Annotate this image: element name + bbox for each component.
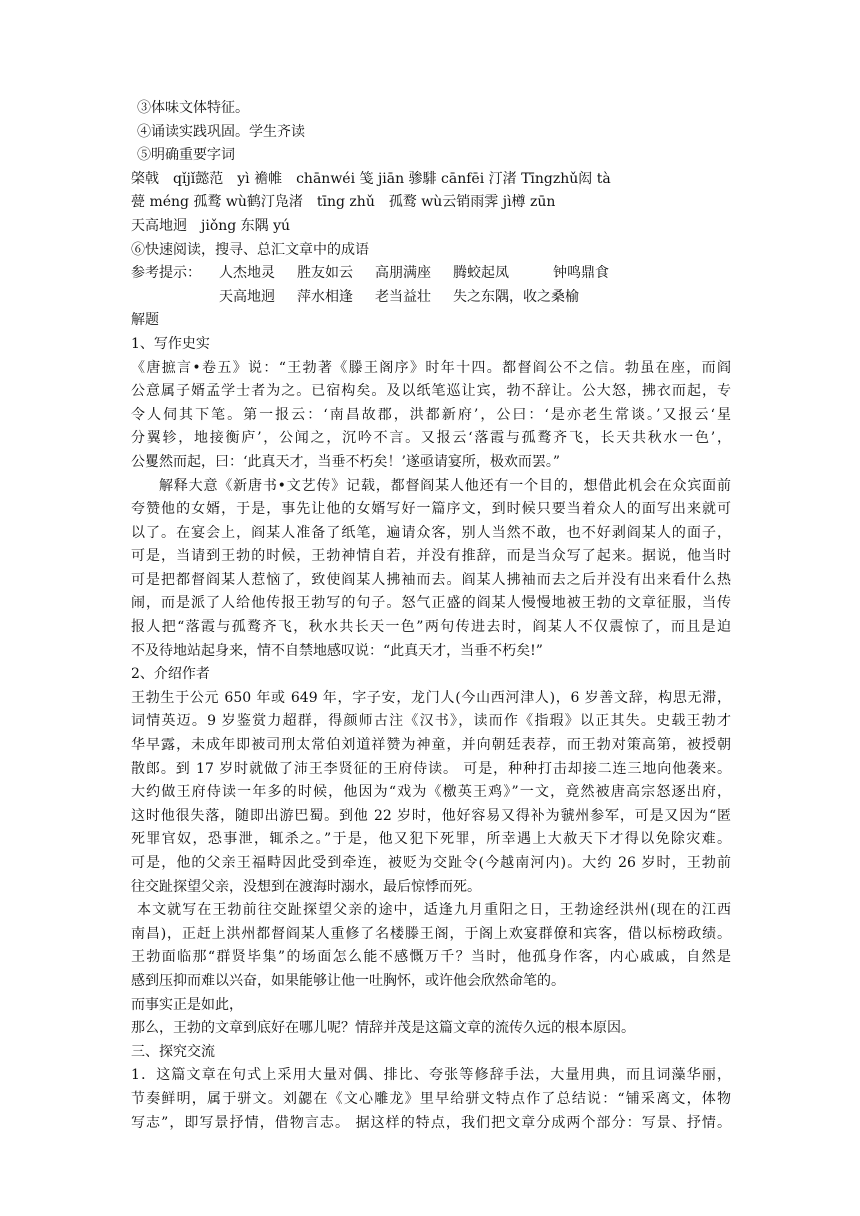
text-line: 而事实正是如此， xyxy=(131,996,243,1013)
text-line: 可是，当请到王勃的时候，王勃神情自若，并没有推辞，而是当众写了起来。据说，他当时 xyxy=(131,548,731,565)
section-heading: 三、探究交流 xyxy=(131,1043,215,1060)
idiom-item: 钟鸣鼎食 xyxy=(553,265,609,282)
text-line: ⑤明确重要字词 xyxy=(137,147,235,164)
text-line: 南昌)，正赶上洪州都督阎某人重修了名楼滕王阁，于阁上欢宴群僚和宾客，借以标榜政绩。 xyxy=(131,925,731,942)
idiom-spacer xyxy=(131,286,219,310)
text-line: 公矍然而起，曰：‘此真天才，当垂不朽矣！’遂亟请宴所，极欢而罢。” xyxy=(131,453,561,470)
idiom-item: 天高地迥 xyxy=(219,288,275,305)
text-line: ⑥快速阅读，搜寻、总汇文章中的成语 xyxy=(131,241,369,258)
text-line: 节奏鲜明，属于骈文。刘勰在《文心雕龙》里早给骈文特点作了总结说：“铺采离文，体物 xyxy=(131,1090,731,1107)
idiom-item: 人杰地灵 xyxy=(219,265,275,282)
text-line: 词情英迈。9 岁鉴赏力超群，得颜师古注《汉书》，读而作《指瑕》以正其失。史载王勃才 xyxy=(131,713,731,730)
text-line: 死罪官奴，恐事泄，辄杀之。”于是，他又犯下死罪，所幸遇上大赦天下才得以免除灾难。 xyxy=(131,831,731,848)
text-line: 不及待地站起身来，情不自禁地感叹说：“此真天才，当垂不朽矣!” xyxy=(131,642,543,659)
text-line: 解释大意《新唐书•文艺传》记载，都督阎某人他还有一个目的，想借此机会在众宾面前 xyxy=(159,477,731,494)
text-line: 以了。在宴会上，阎某人准备了纸笔，遍请众客，别人当然不敢，也不好剥阎某人的面子， xyxy=(131,524,731,541)
text-line: ④诵读实践巩固。学生齐读 xyxy=(137,123,305,140)
text-line: 《唐摭言•卷五》说：“王勃著《滕王阁序》时年十四。都督阎公不之信。勃虽在座，而阎 xyxy=(131,359,731,376)
text-line: 公意属子婿孟学士者为之。已宿构矣。及以纸笔巡让宾，勃不辞让。公大怒，拂衣而起，专 xyxy=(131,383,731,400)
text-line: 可是，他的父亲王福畤因此受到牵连，被贬为交趾令(今越南河内)。大约 26 岁时，王勃前 xyxy=(131,855,731,871)
idiom-label: 参考提示： xyxy=(131,265,201,282)
text-line: 闹，而是派了人给他传报王勃写的句子。怒气正盛的阎某人慢慢地被王勃的文章征服，当传 xyxy=(131,595,731,612)
idiom-item: 腾蛟起凤 xyxy=(453,265,509,282)
text-line: 报人把“落霞与孤鹜齐飞，秋水共长天一色”两句传进去时，阎某人不仅震惊了，而且是迫 xyxy=(131,619,731,636)
text-line: 写志”，即写景抒情，借物言志。 据这样的特点，我们把文章分成两个部分：写景、抒情。 xyxy=(131,1114,731,1131)
text-line: 王勃面临那“群贤毕集”的场面怎么能不感慨万千？当时，他孤身作客，内心戚戚，自然是 xyxy=(131,949,731,966)
text-line: 大约做王府侍读一年多的时候，他因为“戏为《檄英王鸡》”一文，竟然被唐高宗怒逐出府， xyxy=(131,784,731,801)
section-heading: 2、介绍作者 xyxy=(131,666,210,683)
text-line: 棨戟 qǐjǐ懿范 yì 襜帷 chānwéi 笺 jiān 骖騑 cānfēi 汀渚 Tīngzhǔ闳 tà xyxy=(131,170,611,187)
idiom-item: 失之东隅，收之桑榆 xyxy=(453,288,579,305)
text-line: 天高地迥 jiǒng 东隅 yú xyxy=(131,217,291,234)
text-line: 往交趾探望父亲，没想到在渡海时溺水，最后惊悸而死。 xyxy=(131,878,481,895)
text-line: ③体味文体特征。 xyxy=(137,100,249,116)
text-line: 令人伺其下笔。第一报云：‘南昌故郡，洪都新府’，公曰：‘是亦老生常谈。’又报云‘星 xyxy=(131,406,731,423)
text-line: 本文就写在王勃前往交趾探望父亲的途中，适逢九月重阳之日，王勃途经洪州(现在的江西 xyxy=(137,902,731,919)
text-line: 这时他很失落，随即出游巴蜀。到他 22 岁时，他好容易又得补为虢州参军，可是又因为“匿 xyxy=(131,807,731,824)
text-line: 华早露，未成年即被司刑太常伯刘道祥赞为神童，并向朝廷表荐，而王勃对策高第，被授朝 xyxy=(131,737,731,754)
idiom-row xyxy=(131,262,731,286)
text-line: 可是把都督阎某人惹恼了，致使阎某人拂袖而去。阎某人拂袖而去之后并没有出来看什么热 xyxy=(131,571,731,588)
text-line: 那么，王勃的文章到底好在哪儿呢？情辞并茂是这篇文章的流传久远的根本原因。 xyxy=(131,1020,635,1037)
document-body xyxy=(131,97,731,1135)
text-line: 甍 méng 孤鹜 wù鹤汀凫渚 tīng zhǔ 孤鹜 wù云销雨霁 jì樽 zūn xyxy=(131,194,556,211)
idiom-item: 高朋满座 xyxy=(375,265,431,282)
text-line: 夸赞他的女婿，于是，事先让他的女婿写好一篇序文，到时候只要当着众人的面写出来就可 xyxy=(131,501,731,518)
idiom-item: 萍水相逢 xyxy=(297,288,353,305)
idiom-row xyxy=(131,286,731,310)
section-heading: 解题 xyxy=(131,312,159,329)
text-line: 王勃生于公元 650 年或 649 年，字子安，龙门人(今山西河津人)，6 岁善文辞，构思无滞， xyxy=(131,689,731,706)
text-line: 分翼轸，地接衡庐’，公闻之，沉吟不言。又报云‘落霞与孤鹜齐飞，长天共秋水一色’， xyxy=(131,430,731,447)
idiom-item: 胜友如云 xyxy=(297,265,353,282)
idiom-item: 老当益壮 xyxy=(375,288,431,305)
text-line: 1．这篇文章在句式上采用大量对偶、排比、夸张等修辞手法，大量用典，而且词藻华丽， xyxy=(131,1067,731,1084)
text-line: 散郎。到 17 岁时就做了沛王李贤征的王府侍读。 可是，种种打击却接二连三地向他袭来。 xyxy=(131,760,731,777)
section-heading: 1、写作史实 xyxy=(131,335,210,352)
text-line: 感到压抑而难以兴奋，如果能够让他一吐胸怀，或许他会欣然命笔的。 xyxy=(131,972,565,989)
